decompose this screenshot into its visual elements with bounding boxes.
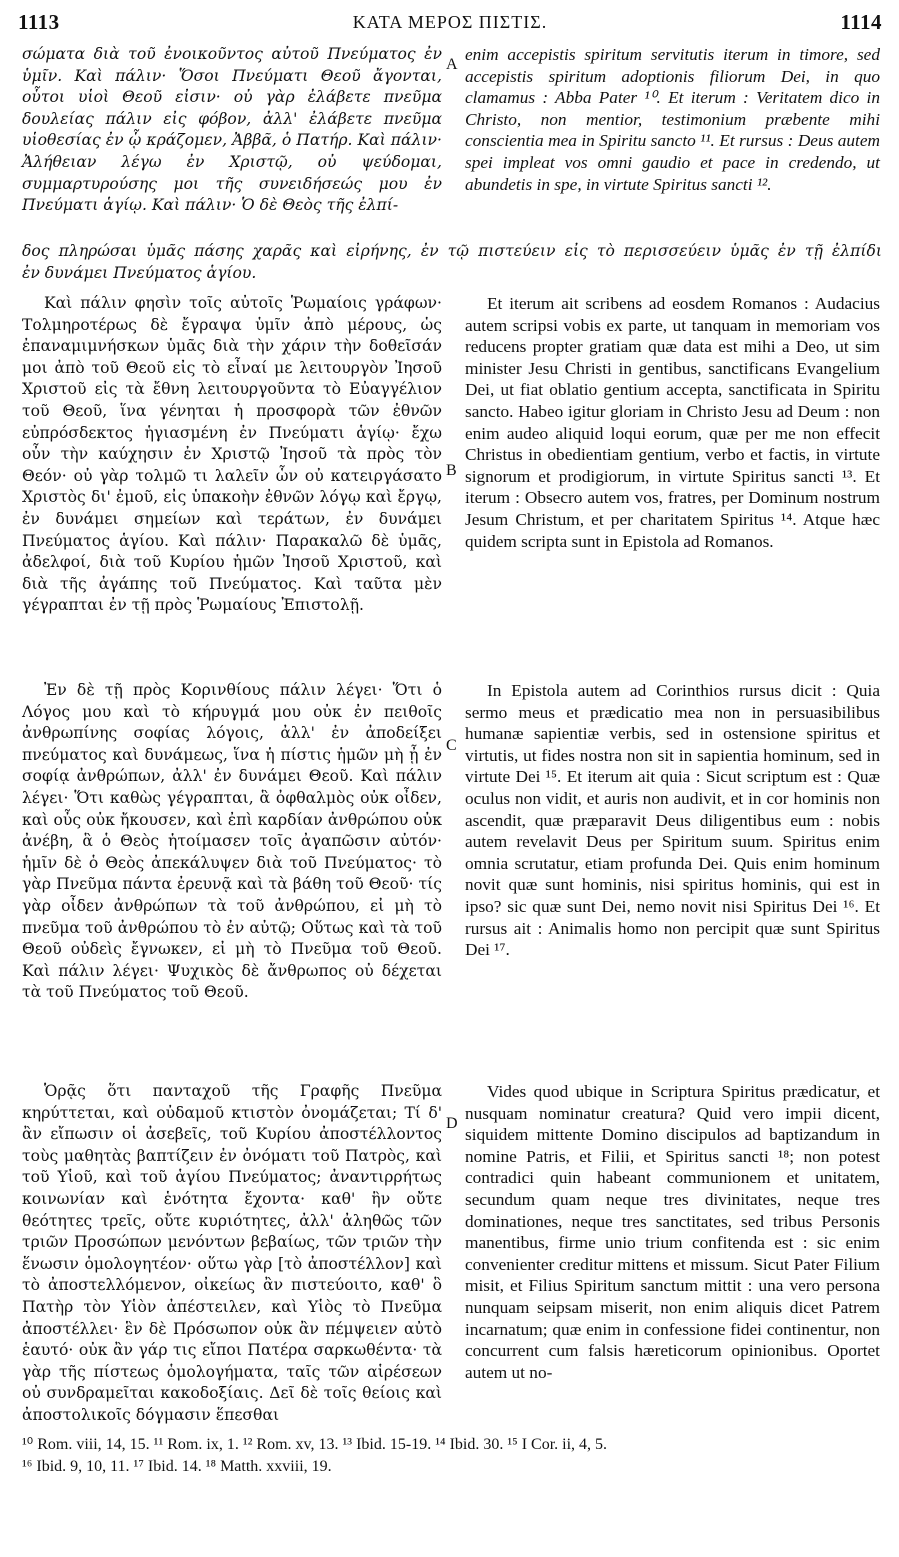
footnotes xyxy=(22,1434,882,1478)
margin-letter-a: A xyxy=(446,56,458,73)
greek-paragraph-3: Ἐν δὲ τῇ πρὸς Κορινθίους πάλιν λέγει· Ὅτι ὁ Λόγος μου καὶ τὸ κήρυγμά μου οὐκ ἐν πειθοῖς ἀνθρωπίνης σοφίας λόγοις, ἀλλ' ἐν ἀποδείξει πνεύματος καὶ δυνάμεως, ἵνα ἡ πίστις ἡμῶν μὴ ᾖ ἐν σοφίᾳ ἀνθρώπων, ἀλλ' ἐν δυνάμει Θεοῦ. Καὶ πάλιν λέγει· Ὅτι καθὼς γέγραπται, ἃ ὀφθαλμὸς οὐκ οἶδεν, καὶ οὖς οὐκ ἤκουσεν, καὶ ἐπὶ καρδίαν ἀνθρώπου οὐκ ἀνέβη, ἃ ὁ Θεὸς ἡτοίμασεν τοῖς ἀγαπῶσιν αὐτόν· ἡμῖν δὲ ὁ Θεὸς ἀπεκάλυψεν διὰ τοῦ Πνεύματος· τὸ γὰρ Πνεῦμα πάντα ἐρευνᾷ καὶ τὰ βάθη τοῦ Θεοῦ· τίς γὰρ οἶδεν ἀνθρώπων τὰ τοῦ ἀνθρώπου, εἰ μὴ τὸ πνεῦμα τοῦ ἀνθρώπου τὸ ἐν αὐτῷ; Οὕτως καὶ τὰ τοῦ Θεοῦ οὐδεὶς ἔγνωκεν, εἰ μὴ τὸ Πνεῦμα τοῦ Θεοῦ. Καὶ πάλιν λέγει· Ψυχικὸς δὲ ἄνθρωπος οὐ δέχεται τὰ τοῦ Πνεύματος τοῦ Θεοῦ. xyxy=(22,681,442,1002)
page-number-right: 1114 xyxy=(840,10,882,34)
footnote-line-2: ¹⁶ Ibid. 9, 10, 11. ¹⁷ Ibid. 14. ¹⁸ Matth. xxviii, 19. xyxy=(22,1458,332,1475)
latin-paragraph-3: In Epistola autem ad Corinthios rursus dicit : Quia sermo meus et prædicatio mea non in persuasibilibus humanæ sapientiæ verbis, sed in ostensione spiritus et virtutis, ut fides nostra non sit in sapientia hominum, sed in virtute Dei ¹⁵. Et iterum ait quia : Sicut scriptum est : Quæ oculus non vidit, et auris non audivit, et in cor hominis non ascendit, quæ præparavit Deus diligentibus eum : nobis autem revelavit Deus per Spiritum suum. Spiritus enim omnia scrutatur, etiam profunda Dei. Quis enim hominum novit quæ sunt hominis, nisi spiritus hominis, qui est in ipso? sic quæ sunt Dei, nemo novit nisi Spiritus Dei ¹⁶. Et rursus ait : Animalis homo non percipit quæ sunt Spiritus Dei ¹⁷. xyxy=(465,681,880,960)
running-title: ΚΑΤΑ ΜΕΡΟΣ ΠΙΣΤΙΣ. xyxy=(352,12,548,32)
margin-letter-c: C xyxy=(446,737,457,754)
greek-paragraph-4: Ὁρᾷς ὅτι πανταχοῦ τῆς Γραφῆς Πνεῦμα κηρύττεται, καὶ οὐδαμοῦ κτιστὸν ὀνομάζεται; Τί δ' ἂν εἴπωσιν οἱ ἀσεβεῖς, τοῦ Κυρίου ἀποστέλλοντος τοὺς μαθητὰς βαπτίζειν ἐν ὀνόματι τοῦ Πατρὸς, καὶ τοῦ Υἱοῦ, καὶ τοῦ ἁγίου Πνεύματος; ἀναντιρρήτως κοινωνίαν καὶ ἑνότητα ἔχοντα· καθ' ἣν οὔτε θεότητες τρεῖς, οὔτε κυριότητες, ἀλλ' ἀληθῶς τῶν τριῶν Προσώπων μενόντων βεβαίως, τῶν τριῶν τὴν ἕνωσιν ὁμολογητέον· οὕτω γὰρ [τὸ ἀποστέλλον] καὶ τὸ ἀποστελλόμενον, οἰκείως ἂν πιστεύοιτο, καθ' ὃ Πατὴρ τὸν Υἱὸν ἀπέστειλεν, καὶ Υἱὸς τὸ Πνεῦμα ἀποστέλλει· ἓν δὲ Πρόσωπον οὐκ ἂν πέμψειεν αὐτὸ ἑαυτό· οὐκ ἂν γάρ τις εἴποι Πατέρα σαρκωθέντα· τὰ γὰρ τῆς πίστεως ὁμολογήματα, ταῖς τῶν αἱρέσεων οὐ συνδραμεῖται κακοδοξίαις. Δεῖ δὲ τοῖς θείοις καὶ ἀποστολικοῖς δόγμασιν ἕπεσθαι xyxy=(22,1082,442,1424)
latin-paragraph-2: Et iterum ait scribens ad eosdem Romanos : Audacius autem scripsi vobis ex parte, ut tanquam in memoriam vos reducens propter gratiam quæ data est mihi a Deo, ut sim minister Jesu Christi in gentibus, sanctificans Evangelium Dei, ut fiat oblatio gentium accepta, sanctificata in Spiritu sancto. Habeo igitur gloriam in Christo Jesu ad Deum : non enim audeo aliquid loqui eorum, quæ per me non effecit Christus in obedientiam gentium, verbo et factis, in virtute signorum et prodigiorum, in virtute Spiritus sancti ¹³. Et iterum : Obsecro autem vos, fratres, per Dominum nostrum Jesum Christum, et per charitatem Spiritus ¹⁴. Atque hæc quidem scripta sunt in Epistola ad Romanos. xyxy=(465,294,880,551)
page-header xyxy=(18,6,882,38)
margin-letter-d: D xyxy=(446,1115,458,1132)
latin-paragraph-4: Vides quod ubique in Scriptura Spiritus prædicatur, et nusquam nominatur creatura? Quid vero impii dicent, siquidem mittente Domino discipulos ad baptizandum in nomine Patris, et Filii, et Spiritus sancti ¹⁸; non potest contradici quin habeant communionem et unitatem, secundum quam neque tres divinitates, neque tres dominationes, neque tres sanctitates, sed tribus Personis manentibus, firme unio trium confitenda est : sic enim convenienter creditur mittens et missum. Sicut Pater Filium misit, et Filius Spiritum sanctum mittit : una vero persona nunquam seipsam miserit, non enim aliquis dicet Patrem incarnatum; quæ enim in confessione fidei continentur, non concurrent cum falsis hæreticorum opinionibus. Oportet autem ut no- xyxy=(465,1082,880,1382)
greek-spanning-line: δος πληρώσαι ὑμᾶς πάσης χαρᾶς καὶ εἰρήνης, ἐν τῷ πιστεύειν εἰς τὸ περισσεύειν ὑμᾶς ἐν τῇ ἐλπίδι xyxy=(22,242,882,260)
greek-paragraph-2: Καὶ πάλιν φησὶν τοῖς αὐτοῖς Ῥωμαίοις γράφων· Τολμηροτέρως δὲ ἔγραψα ὑμῖν ἀπὸ μέρους, ὡς ἐπαναμιμνήσκων ὑμᾶς διὰ τὴν χάριν τὴν δοθεῖσάν μοι ἀπὸ τοῦ Θεοῦ εἰς τὸ εἶναί με λειτουργὸν Ἰησοῦ Χριστοῦ εἰς τὰ ἔθνη λειτουργοῦντα τὸ Εὐαγγέλιον τοῦ Θεοῦ, ἵνα γένηται ἡ προσφορὰ τῶν ἐθνῶν εὐπρόσδεκτος ἡγιασμένη ἐν Πνεύματι ἁγίῳ· ἔχω οὖν τὴν καύχησιν ἐν Χριστῷ Ἰησοῦ τὰ πρὸς τὸν Θεόν· οὐ γὰρ τολμῶ τι λαλεῖν ὧν οὐ κατειργάσατο Χριστὸς δι' ἐμοῦ, εἰς ὑπακοὴν ἐθνῶν λόγῳ καὶ ἔργῳ, ἐν δυνάμει σημείων καὶ τεράτων, ἐν δυνάμει Πνεύματος ἁγίου. Καὶ πάλιν· Παρακαλῶ δὲ ὑμᾶς, ἀδελφοί, διὰ τοῦ Κυρίου ἡμῶν Ἰησοῦ Χριστοῦ, καὶ διὰ τῆς ἀγάπης τοῦ Πνεύματος. Καὶ ταῦτα μὲν γέγραπται ἐν τῇ πρὸς Ῥωμαίους Ἐπιστολῇ. xyxy=(22,294,442,615)
latin-paragraph-1: enim accepistis spiritum servitutis iterum in timore, sed accepistis spiritum adoptionis filiorum Dei, in quo clamamus : Abba Pater ¹⁰. Et iterum : Veritatem dico in Christo, non mentior, testimonium præbente mihi conscientia mea in Spiritu sancto ¹¹. Et rursus : Deus autem spei impleat vos omni gaudio et pace in credendo, ut abundetis in spe, in virtute Spiritus sancti ¹². xyxy=(465,45,880,194)
greek-spanning-line-end: ἐν δυνάμει Πνεύματος ἁγίου. xyxy=(22,264,257,282)
greek-paragraph-1: σώματα διὰ τοῦ ἐνοικοῦντος αὐτοῦ Πνεύματος ἐν ὑμῖν. Καὶ πάλιν· Ὅσοι Πνεύματι Θεοῦ ἄγονται, οὗτοι υἱοὶ Θεοῦ εἰσιν· οὐ γὰρ ἐλάβετε πνεῦμα δουλείας πάλιν εἰς φόβον, ἀλλ' ἐλάβετε πνεῦμα υἱοθεσίας ἐν ᾧ κράζομεν, Ἀββᾶ, ὁ Πατήρ. Καὶ πάλιν· Ἀλήθειαν λέγω ἐν Χριστῷ, οὐ ψεύδομαι, συμμαρτυρούσης μοι τῆς συνειδήσεώς μου ἐν Πνεύματι ἁγίῳ. Καὶ πάλιν· Ὁ δὲ Θεὸς τῆς ἐλπί- xyxy=(22,45,442,215)
margin-letter-b: B xyxy=(446,462,457,479)
page-number-left: 1113 xyxy=(18,10,60,34)
footnote-line-1: ¹⁰ Rom. viii, 14, 15. ¹¹ Rom. ix, 1. ¹² Rom. xv, 13. ¹³ Ibid. 15-19. ¹⁴ Ibid. 30. ¹⁵ I Cor. ii, 4, 5. xyxy=(22,1436,608,1453)
